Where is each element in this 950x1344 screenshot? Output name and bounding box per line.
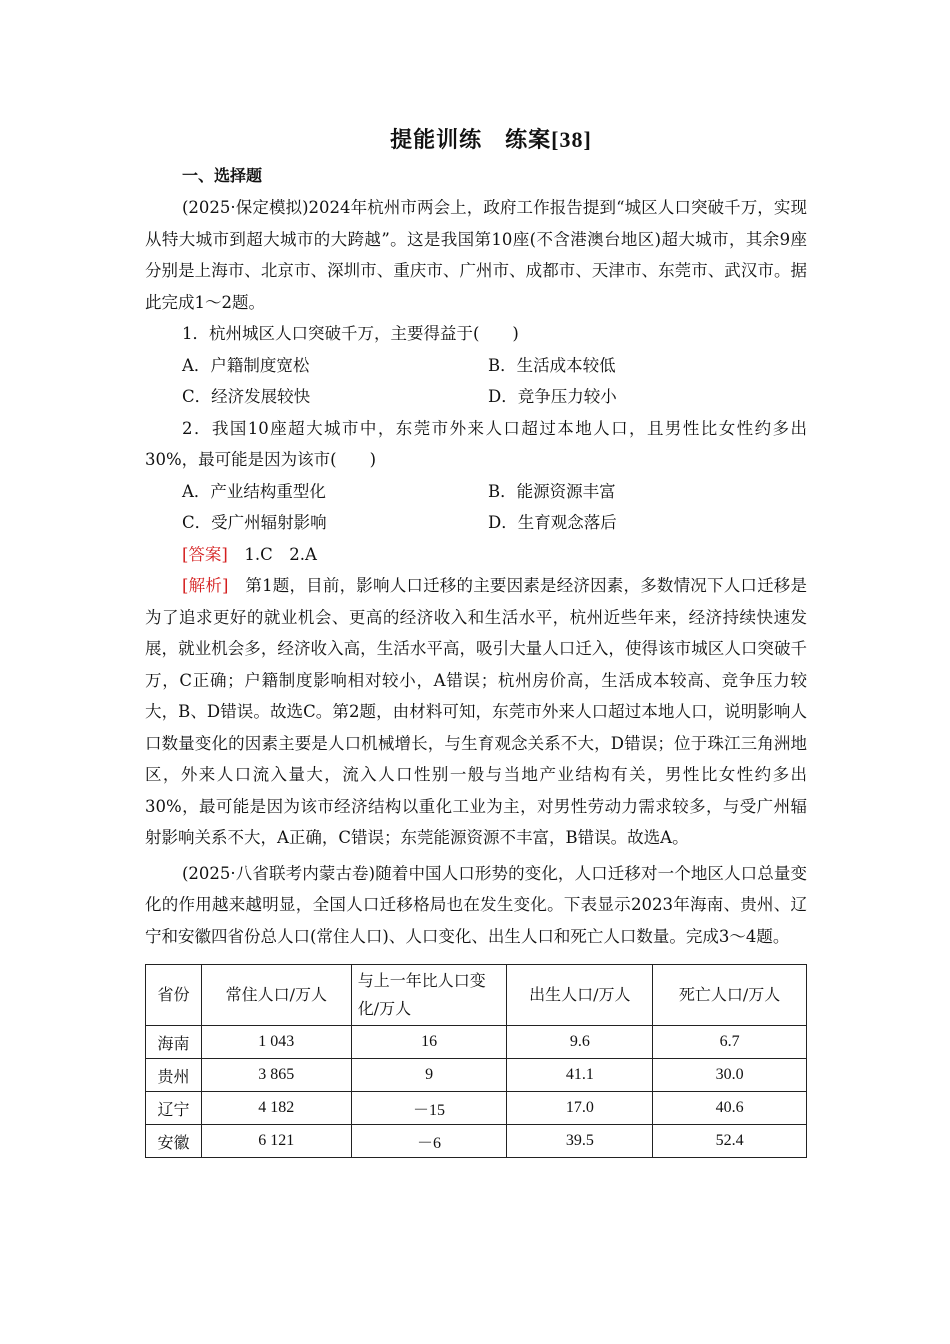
analysis-text: 第1题，目前，影响人口迁移的主要因素是经济因素，多数情况下人口迁移是为了追求更好的就业机会、更高的经济收入和生活水平，杭州近些年来，经济持续快速发展，就业机会多，经济收入高，生活水平高，吸引大量人口迁入，使得该市城区人口突破千万，C正确；户籍制度影响相对较小，A错误；杭州房价高，生活成本较高、竞争压力较大，B、D错误。故选C。第2题，由材料可知，东莞市外来人口超过本地人口，说明影响人口数量变化的因素主要是人口机械增长，与生育观念关系不大，D错误；位于珠江三角洲地区，外来人口流入量大，流入人口性别一般与当地产业结构有关，男性比女性约多出30%，最可能是因为该市经济结构以重化工业为主，对男性劳动力需求较多，与受广州辐射影响关系不大，A正确，C错误；东莞能源资源不丰富，B错误。故选A。 [145,576,808,847]
table-cell: 41.1 [507,1059,653,1092]
header-cell: 常住人口/万人 [201,965,351,1026]
province-cell: 海南 [146,1026,202,1059]
option-c: C．受广州辐射影响 [182,513,327,532]
header-cell: 死亡人口/万人 [653,965,807,1026]
option-a: A．户籍制度宽松 [182,355,310,375]
table-cell: －6 [351,1125,507,1158]
answer-text: 1.C 2.A [227,544,317,564]
answer-label: [答案] [182,544,228,564]
table-row [146,1092,807,1125]
table-cell: 9 [351,1059,507,1092]
page-title: 提能训练 练案[38] [390,127,592,152]
question-2-options-row-1 [145,476,807,508]
answer-line [145,539,807,571]
table-cell: 3 865 [201,1059,351,1092]
province-cell: 辽宁 [146,1092,202,1125]
province-cell: 贵州 [146,1059,202,1092]
table-row [146,1026,807,1059]
population-table [145,964,807,1158]
table-header-row [146,965,807,1026]
header-cell: 省份 [146,965,202,1026]
document-page [145,120,807,1158]
table-cell: 6 121 [201,1125,351,1158]
option-b: B．生活成本较低 [488,355,616,375]
question-1-stem: 1．杭州城区人口突破千万，主要得益于( ) [182,324,519,343]
option-b: B．能源资源丰富 [488,481,616,501]
option-c: C．经济发展较快 [182,387,311,406]
header-cell: 与上一年比人口变化/万人 [351,965,507,1026]
table-row [146,1059,807,1092]
table-cell: 40.6 [653,1092,807,1125]
question-1-options-row-2 [145,381,807,413]
table-cell: －15 [351,1092,507,1125]
table-cell: 4 182 [201,1092,351,1125]
question-2-stem: 2．我国10座超大城市中，东莞市外来人口超过本地人口，且男性比女性约多出30%，最可能是因为该市( ) [145,418,807,469]
table-cell: 52.4 [653,1125,807,1158]
passage-intro-1: (2025·保定模拟)2024年杭州市两会上，政府工作报告提到“城区人口突破千万，实现从特大城市到超大城市的大跨越”。这是我国第10座(不含港澳台地区)超大城市，其余9座分别是上海市、北京市、深圳市、重庆市、广州市、成都市、天津市、东莞市、武汉市。据此完成1～2题。 [145,198,807,312]
passage-intro-2: (2025·八省联考内蒙古卷)随着中国人口形势的变化，人口迁移对一个地区人口总量变化的作用越来越明显，全国人口迁移格局也在发生变化。下表显示2023年海南、贵州、辽宁和安徽四省份总人口(常住人口)、人口变化、出生人口和死亡人口数量。完成3～4题。 [145,863,807,946]
option-d: D．生育观念落后 [488,513,617,532]
question-2-options-row-2 [145,507,807,539]
header-cell: 出生人口/万人 [507,965,653,1026]
table-cell: 9.6 [507,1026,653,1059]
option-d: D．竞争压力较小 [488,387,617,406]
section-heading: 一、选择题 [182,166,263,185]
analysis-label: [解析] [182,576,229,595]
table-cell: 17.0 [507,1092,653,1125]
analysis-paragraph [145,570,807,854]
table-cell: 16 [351,1026,507,1059]
table-row [146,1125,807,1158]
province-cell: 安徽 [146,1125,202,1158]
table-cell: 30.0 [653,1059,807,1092]
question-1-options-row-1 [145,350,807,382]
table-cell: 1 043 [201,1026,351,1059]
table-cell: 6.7 [653,1026,807,1059]
table-cell: 39.5 [507,1125,653,1158]
option-a: A．产业结构重型化 [182,481,326,501]
